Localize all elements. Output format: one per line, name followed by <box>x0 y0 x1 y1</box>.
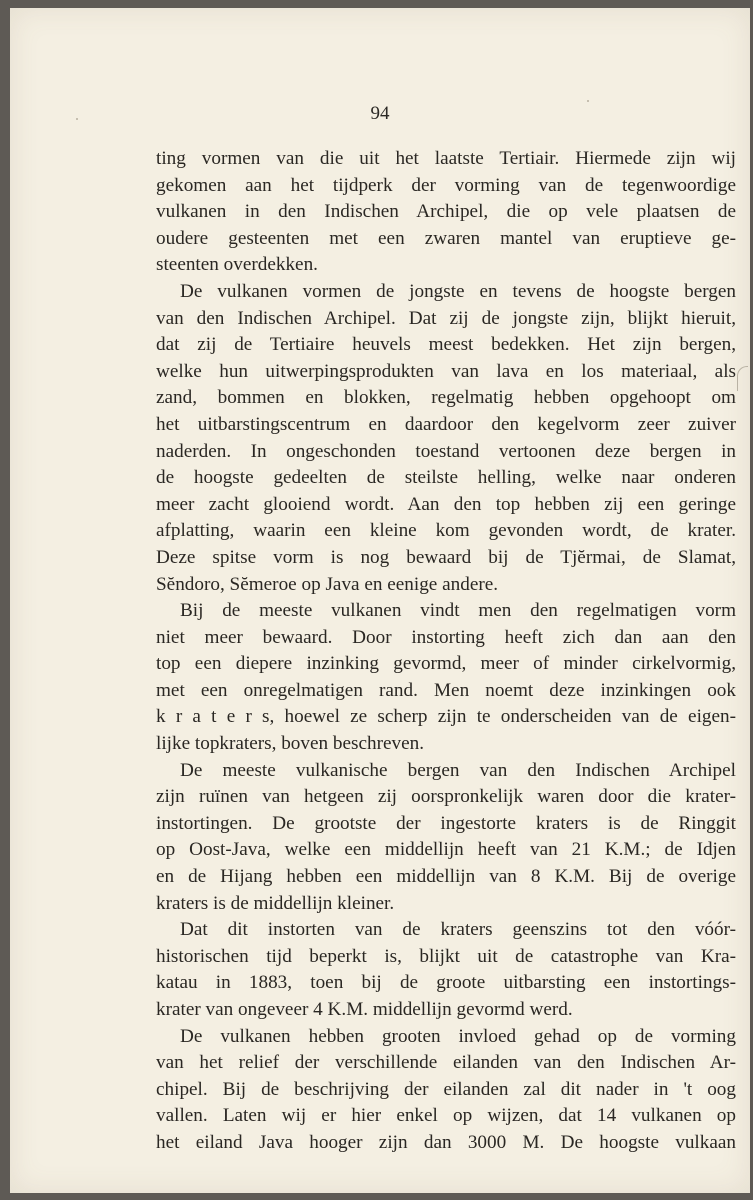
text-line: met een onregelmatigen rand. Men noemt deze inzinkingen ook <box>156 679 736 701</box>
text-line: chipel. Bij de beschrijving der eilanden zal dit nader in 't oog <box>156 1078 736 1100</box>
text-line: niet meer bewaard. Door instorting heeft zich dan aan den <box>156 626 736 648</box>
text-line: lijke topkraters, boven beschreven. <box>156 733 424 755</box>
text-line: het uitbarstingscentrum en daardoor den kegelvorm zeer zuiver <box>156 413 736 435</box>
text-line: krater van ongeveer 4 K.M. middellijn gevormd werd. <box>156 999 573 1020</box>
text-line: Deze spitse vorm is nog bewaard bij de Tjĕrmai, de Slamat, <box>156 546 736 568</box>
text-line: zand, bommen en blokken, regelmatig hebben opgehoopt om <box>156 387 736 409</box>
text-line: gekomen aan het tijdperk der vorming van de tegenwoordige <box>156 174 736 196</box>
text-line: oudere gesteenten met een zwaren mantel van eruptieve ge- <box>156 227 736 249</box>
book-page <box>10 8 750 1193</box>
text-line: welke hun uitwerpingsprodukten van lava en los materiaal, als <box>156 360 736 382</box>
text-line: top een diepere inzinking gevormd, meer of minder cirkelvormig, <box>156 653 736 675</box>
text-line: meer zacht glooiend wordt. Aan den top hebben zij een geringe <box>156 493 736 515</box>
text-line: De vulkanen hebben grooten invloed gehad op de vorming <box>180 1025 736 1047</box>
text-line: katau in 1883, toen bij de groote uitbarsting een instortings- <box>156 972 736 994</box>
text-line: ting vormen van die uit het laatste Tertiair. Hiermede zijn wij <box>156 148 736 169</box>
text-line: dat zij de Tertiaire heuvels meest bedekken. Het zijn bergen, <box>156 334 736 356</box>
text-line: De meeste vulkanische bergen van den Indischen Archipel <box>180 759 736 781</box>
margin-mark <box>737 366 748 391</box>
page-number: 94 <box>370 103 390 124</box>
text-line: naderden. In ongeschonden toestand vertoonen deze bergen in <box>156 440 736 462</box>
text-line: vulkanen in den Indischen Archipel, die op vele plaatsen de <box>156 201 736 223</box>
text-line: de hoogste gedeelten de steilste helling, welke naar onderen <box>156 467 736 489</box>
text-line: k r a t e r s, hoewel ze scherp zijn te onderscheiden van de eigen- <box>156 706 736 728</box>
text-line: Bij de meeste vulkanen vindt men den regelmatigen vorm <box>180 600 736 622</box>
text-line: vallen. Laten wij er hier enkel op wijzen, dat 14 vulkanen op <box>156 1105 736 1127</box>
text-line: kraters is de middellijn kleiner. <box>156 892 395 914</box>
text-line: van den Indischen Archipel. Dat zij de jongste zijn, blijkt hieruit, <box>156 307 736 329</box>
text-line: en de Hijang hebben een middellijn van 8 K.M. Bij de overige <box>156 866 736 888</box>
text-line: instortingen. De grootste der ingestorte kraters is de Ringgit <box>156 812 736 834</box>
text-line: Sĕndoro, Sĕmeroe op Java en eenige andere. <box>156 573 499 595</box>
text-line: van het relief der verschillende eilanden van den Indischen Ar- <box>156 1052 736 1074</box>
text-line: historischen tijd beperkt is, blijkt uit de catastrophe van Kra- <box>156 945 736 967</box>
text-line: De vulkanen vormen de jongste en tevens de hoogste bergen <box>180 280 736 302</box>
body-text <box>156 146 736 1157</box>
text-line: op Oost-Java, welke een middellijn heeft van 21 K.M.; de Idjen <box>156 839 736 861</box>
text-line: het eiland Java hooger zijn dan 3000 M. De hoogste vulkaan <box>156 1131 736 1153</box>
text-line: steenten overdekken. <box>156 254 318 276</box>
paper-speck <box>76 118 78 120</box>
text-line: Dat dit instorten van de kraters geenszins tot den vóór- <box>180 919 736 941</box>
paper-speck <box>587 100 589 102</box>
text-line: afplatting, waarin een kleine kom gevonden wordt, de krater. <box>156 520 736 542</box>
text-line: zijn ruïnen van hetgeen zij oorspronkelijk waren door die krater- <box>156 786 736 808</box>
